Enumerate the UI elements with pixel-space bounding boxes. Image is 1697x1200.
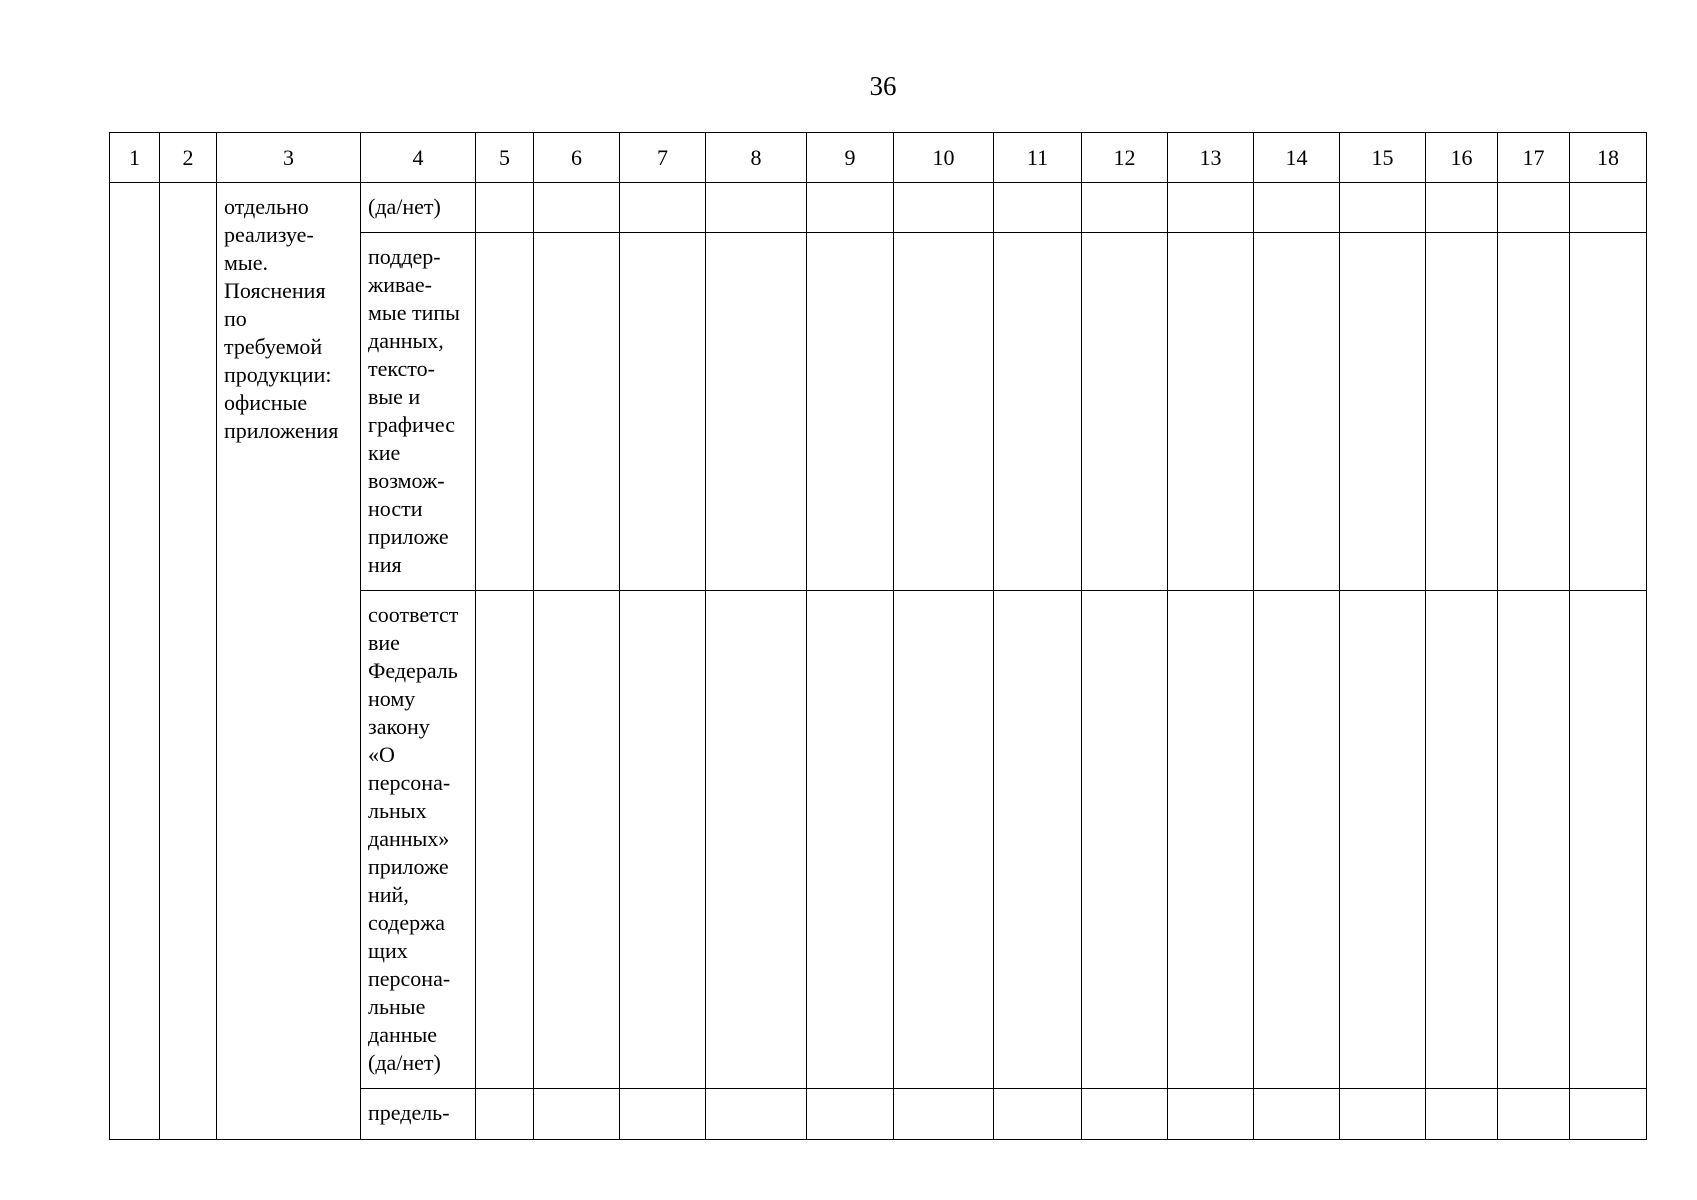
empty-cell — [807, 233, 894, 591]
empty-cell — [476, 183, 534, 233]
table-row — [110, 183, 1647, 233]
header-cell: 2 — [160, 133, 217, 183]
col4-cell — [361, 183, 476, 233]
empty-cell — [620, 183, 706, 233]
empty-cell — [620, 233, 706, 591]
empty-cell — [706, 183, 807, 233]
empty-cell — [1254, 591, 1340, 1089]
empty-cell — [1498, 233, 1570, 591]
empty-cell — [1426, 1089, 1498, 1140]
empty-cell — [1570, 591, 1647, 1089]
empty-cell — [994, 1089, 1082, 1140]
empty-cell — [1426, 591, 1498, 1089]
empty-cell — [1340, 1089, 1426, 1140]
empty-cell — [534, 183, 620, 233]
empty-cell — [620, 1089, 706, 1140]
empty-cell — [994, 591, 1082, 1089]
empty-cell — [1082, 1089, 1168, 1140]
empty-cell — [706, 233, 807, 591]
empty-cell — [1168, 591, 1254, 1089]
empty-cell — [894, 233, 994, 591]
col4-text: соответст вие Федераль ному закону «О персона- льных данных» приложе ний, содержа щих персона- льные данные (да/нет) — [368, 602, 459, 1075]
empty-cell — [1254, 233, 1340, 591]
col4-text: предель- — [368, 1100, 450, 1125]
empty-cell — [994, 233, 1082, 591]
empty-cell — [994, 183, 1082, 233]
page-number: 36 — [869, 71, 897, 101]
empty-cell — [1082, 591, 1168, 1089]
empty-cell — [1426, 233, 1498, 591]
col3-text: отдельно реализуе- мые. Пояснения по требуемой продукции: офисные приложения — [224, 194, 339, 443]
header-cell: 6 — [534, 133, 620, 183]
empty-cell — [476, 591, 534, 1089]
empty-cell — [1254, 183, 1340, 233]
header-cell: 7 — [620, 133, 706, 183]
empty-cell — [1570, 1089, 1647, 1140]
empty-cell — [476, 233, 534, 591]
header-cell: 1 — [110, 133, 160, 183]
empty-cell — [1570, 183, 1647, 233]
header-cell: 16 — [1426, 133, 1498, 183]
empty-cell — [1340, 591, 1426, 1089]
empty-cell — [534, 591, 620, 1089]
requirements-table — [109, 132, 1647, 1140]
header-cell: 3 — [217, 133, 361, 183]
header-cell: 17 — [1498, 133, 1570, 183]
empty-cell — [807, 591, 894, 1089]
col4-cell — [361, 233, 476, 591]
empty-cell — [894, 183, 994, 233]
empty-cell — [534, 1089, 620, 1140]
header-cell: 14 — [1254, 133, 1340, 183]
col4-cell — [361, 591, 476, 1089]
table-header-row — [110, 133, 1647, 183]
empty-cell — [1340, 183, 1426, 233]
empty-cell — [1498, 1089, 1570, 1140]
header-cell: 8 — [706, 133, 807, 183]
empty-cell — [706, 1089, 807, 1140]
empty-cell — [1426, 183, 1498, 233]
header-cell: 10 — [894, 133, 994, 183]
empty-cell — [1254, 1089, 1340, 1140]
header-cell: 12 — [1082, 133, 1168, 183]
empty-cell — [476, 1089, 534, 1140]
empty-cell — [534, 233, 620, 591]
header-cell: 4 — [361, 133, 476, 183]
empty-cell — [620, 591, 706, 1089]
col2-cell — [160, 183, 217, 1140]
header-cell: 15 — [1340, 133, 1426, 183]
header-cell: 5 — [476, 133, 534, 183]
header-cell: 18 — [1570, 133, 1647, 183]
header-cell: 11 — [994, 133, 1082, 183]
empty-cell — [894, 1089, 994, 1140]
empty-cell — [1082, 233, 1168, 591]
empty-cell — [1570, 233, 1647, 591]
col3-cell — [217, 183, 361, 1140]
empty-cell — [807, 183, 894, 233]
header-cell: 9 — [807, 133, 894, 183]
empty-cell — [706, 591, 807, 1089]
empty-cell — [1168, 233, 1254, 591]
empty-cell — [807, 1089, 894, 1140]
col4-text: (да/нет) — [368, 194, 441, 219]
empty-cell — [1168, 1089, 1254, 1140]
empty-cell — [894, 591, 994, 1089]
empty-cell — [1340, 233, 1426, 591]
empty-cell — [1498, 183, 1570, 233]
empty-cell — [1082, 183, 1168, 233]
col4-cell — [361, 1089, 476, 1140]
empty-cell — [1498, 591, 1570, 1089]
col1-cell — [110, 183, 160, 1140]
header-cell: 13 — [1168, 133, 1254, 183]
col4-text: поддер- живае- мые типы данных, тексто- вые и графичес кие возмож- ности приложе ния — [368, 244, 460, 577]
empty-cell — [1168, 183, 1254, 233]
